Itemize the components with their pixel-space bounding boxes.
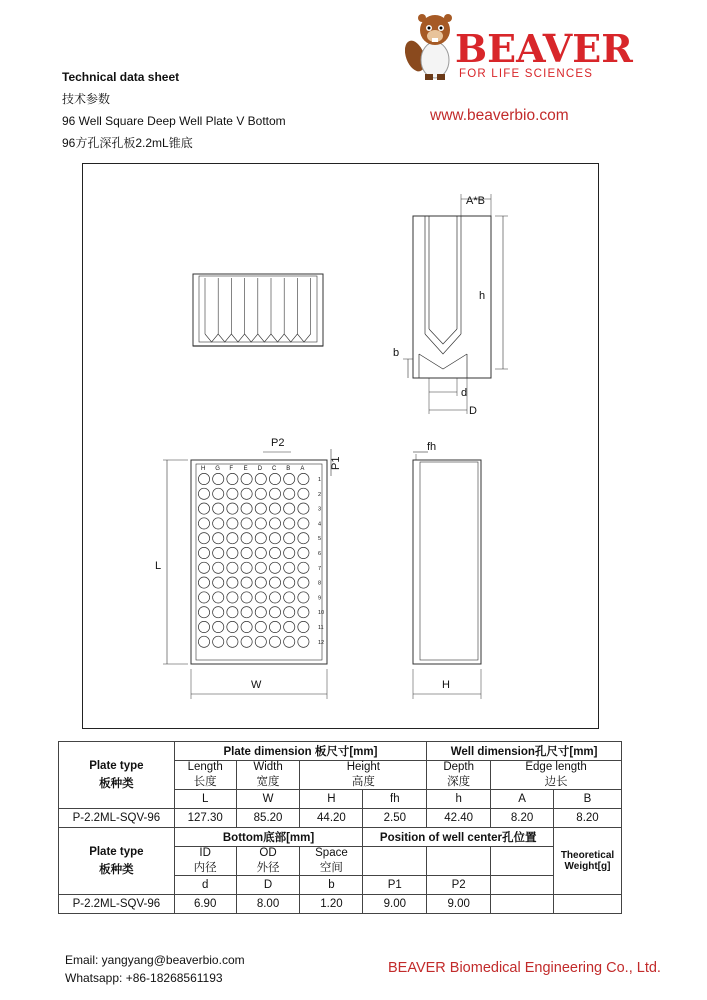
well-circle [241, 562, 252, 573]
well-circle [227, 518, 238, 529]
well-circle [298, 547, 309, 558]
col-number-label: 4 [318, 521, 322, 528]
well-circle [227, 547, 238, 558]
well-v-bottom [258, 334, 271, 342]
col-number-label: 12 [318, 639, 325, 646]
well-circle [213, 533, 224, 544]
well-dimension-header: Well dimension孔尺寸[mm] [427, 742, 622, 761]
dim-label-P2: P2 [271, 437, 285, 449]
well-circle [241, 621, 252, 632]
well-circle [284, 547, 295, 558]
row-letter-label: A [300, 466, 305, 472]
col-edge-length: Edge length 边长 [491, 761, 622, 790]
well-circle [241, 503, 252, 514]
well-circle [255, 562, 266, 573]
well-circle [198, 577, 209, 588]
well-circle [241, 533, 252, 544]
sym-B: B [553, 790, 621, 809]
well-circle [198, 621, 209, 632]
col-number-label: 1 [318, 477, 322, 483]
sym-W: W [236, 790, 300, 809]
well-circle [241, 607, 252, 618]
well-circle [213, 488, 224, 499]
well-circle [284, 488, 295, 499]
well-v-bottom [284, 334, 297, 342]
col-number-label: 10 [318, 610, 325, 617]
well-circle [241, 547, 252, 558]
well-circle [269, 592, 280, 603]
contact-email[interactable]: Email: yangyang@beaverbio.com [65, 953, 245, 967]
well-circle [213, 503, 224, 514]
well-circle [255, 488, 266, 499]
well-circle [298, 577, 309, 588]
well-circle [213, 636, 224, 647]
well-circle [298, 518, 309, 529]
well-circle [255, 533, 266, 544]
well-circle [227, 636, 238, 647]
well-v-bottom [245, 334, 258, 342]
top-view [163, 449, 331, 699]
well-circle [284, 473, 295, 484]
table-row: P-2.2ML-SQV-96 6.90 8.00 1.20 9.00 9.00 [59, 895, 622, 914]
well-circle [213, 518, 224, 529]
well-circle [298, 607, 309, 618]
well-circle [284, 607, 295, 618]
end-view [413, 452, 481, 699]
well-circle [255, 547, 266, 558]
well-circle [241, 592, 252, 603]
well-circle [255, 592, 266, 603]
col-width: Width 宽度 [236, 761, 300, 790]
well-circle [298, 473, 309, 484]
well-circle [298, 592, 309, 603]
well-v-bottom [205, 334, 218, 342]
dim-label-H: H [442, 679, 450, 691]
row-letter-label: C [272, 466, 277, 472]
well-circle [269, 518, 280, 529]
well-circle [227, 533, 238, 544]
side-view [193, 274, 323, 346]
well-v-bottom [231, 334, 244, 342]
well-circle [227, 577, 238, 588]
well-circle [298, 488, 309, 499]
well-circle [241, 488, 252, 499]
well-circle [269, 577, 280, 588]
sym-d: d [174, 876, 236, 895]
well-circle [284, 562, 295, 573]
well-circle [284, 592, 295, 603]
dim-label-L: L [155, 560, 162, 572]
row-letter-label: H [201, 466, 206, 472]
well-circle [298, 533, 309, 544]
well-circle [241, 577, 252, 588]
table-row: P-2.2ML-SQV-96 127.30 85.20 44.20 2.50 42.40 8.20 8.20 [59, 809, 622, 828]
well-circle [269, 636, 280, 647]
well-circle [284, 503, 295, 514]
well-circle [213, 473, 224, 484]
well-circle [269, 547, 280, 558]
well-circle [198, 592, 209, 603]
well-section-view [403, 194, 508, 414]
well-circle [298, 621, 309, 632]
well-circle [213, 562, 224, 573]
row-letter-label: D [257, 466, 263, 472]
well-circle [241, 518, 252, 529]
well-circle [227, 592, 238, 603]
dim-label-P1: P1 [330, 456, 342, 470]
well-circle [241, 636, 252, 647]
well-circle [227, 607, 238, 618]
dim-label-D: D [469, 405, 477, 417]
well-circle [198, 636, 209, 647]
col-depth: Depth 深度 [427, 761, 491, 790]
col-number-label: 2 [318, 491, 322, 498]
well-circle [227, 473, 238, 484]
contact-block [65, 951, 245, 987]
well-circle [227, 621, 238, 632]
well-circle [269, 473, 280, 484]
plate-dimension-header: Plate dimension 板尺寸[mm] [174, 742, 427, 761]
well-circle [198, 562, 209, 573]
col-number-label: 5 [318, 536, 322, 543]
well-circle [213, 592, 224, 603]
well-circle [255, 473, 266, 484]
well-circle [298, 562, 309, 573]
col-id: ID 内径 [174, 847, 236, 876]
col-number-label: 7 [318, 565, 322, 572]
sym-L: L [174, 790, 236, 809]
theoretical-weight-header: Theoretical Weight[g] [553, 828, 621, 895]
well-circle [198, 473, 209, 484]
col-number-label: 9 [318, 595, 322, 602]
well-circle [269, 621, 280, 632]
dim-label-d: d [461, 387, 468, 399]
well-circle [298, 503, 309, 514]
brand-name: BEAVER [455, 26, 633, 71]
website-link[interactable]: www.beaverbio.com [430, 107, 569, 124]
sym-D: D [236, 876, 300, 895]
brand-tagline: FOR LIFE SCIENCES [459, 68, 594, 80]
sym-b: b [300, 876, 363, 895]
well-circle [213, 607, 224, 618]
well-circle [284, 533, 295, 544]
dim-label-b: b [393, 347, 400, 359]
brand-logo [405, 8, 633, 84]
sym-A: A [491, 790, 554, 809]
dim-label-fh: fh [427, 441, 437, 453]
plate-type-header: Plate type 板种类 [59, 742, 175, 809]
product-name-cn: 96方孔深孔板2.2mL锥底 [62, 136, 193, 150]
col-length: Length 长度 [174, 761, 236, 790]
sym-P1: P1 [363, 876, 427, 895]
well-v-bottom [218, 334, 231, 342]
well-circle [213, 577, 224, 588]
sym-H: H [300, 790, 363, 809]
dim-label-ab: A*B [466, 195, 485, 207]
bottom-header: Bottom底部[mm] [174, 828, 363, 847]
well-circle [269, 503, 280, 514]
col-od: OD 外径 [236, 847, 300, 876]
col-number-label: 3 [318, 506, 322, 513]
well-circle [198, 547, 209, 558]
well-circle [298, 636, 309, 647]
well-circle [269, 607, 280, 618]
well-circle [198, 607, 209, 618]
well-circle [255, 621, 266, 632]
well-v-bottom [271, 334, 284, 342]
dim-label-W: W [251, 679, 262, 691]
doc-title: Technical data sheet [62, 70, 180, 84]
well-circle [198, 533, 209, 544]
col-number-label: 11 [318, 625, 324, 631]
header-block [62, 66, 286, 154]
plate-type-header-2: Plate type 板种类 [59, 828, 175, 895]
col-space: Space 空间 [300, 847, 363, 876]
technical-drawing [82, 163, 599, 729]
well-circle [213, 547, 224, 558]
well-circle [284, 621, 295, 632]
well-circle [255, 503, 266, 514]
well-circle [227, 562, 238, 573]
product-name: 96 Well Square Deep Well Plate V Bottom [62, 114, 286, 128]
well-circle [255, 636, 266, 647]
spec-table [58, 741, 622, 914]
well-circle [198, 503, 209, 514]
row-letter-label: G [215, 466, 220, 472]
sym-fh: fh [363, 790, 427, 809]
well-circle [255, 518, 266, 529]
row-letter-label: F [229, 466, 234, 472]
sym-h: h [427, 790, 491, 809]
well-circle [284, 577, 295, 588]
sym-P2: P2 [427, 876, 491, 895]
dim-label-h-small: h [479, 290, 486, 302]
well-circle [241, 473, 252, 484]
well-circle [198, 488, 209, 499]
row-letter-label: E [243, 466, 248, 472]
row-letter-label: B [286, 466, 291, 472]
well-v-bottom [297, 334, 310, 342]
well-circle [284, 636, 295, 647]
well-circle [227, 488, 238, 499]
col-number-label: 8 [318, 580, 322, 587]
col-height: Height 高度 [300, 761, 427, 790]
well-circle [269, 562, 280, 573]
col-number-label: 6 [318, 551, 322, 557]
well-circle [255, 577, 266, 588]
well-circle [269, 488, 280, 499]
well-circle [255, 607, 266, 618]
well-circle [213, 621, 224, 632]
doc-title-cn: 技术参数 [62, 92, 111, 106]
well-circle [227, 503, 238, 514]
contact-whatsapp: Whatsapp: +86-18268561193 [65, 971, 223, 985]
position-header: Position of well center孔位置 [363, 828, 554, 847]
well-circle [284, 518, 295, 529]
well-circle [198, 518, 209, 529]
company-name: BEAVER Biomedical Engineering Co., Ltd. [388, 960, 661, 976]
well-circle [269, 533, 280, 544]
